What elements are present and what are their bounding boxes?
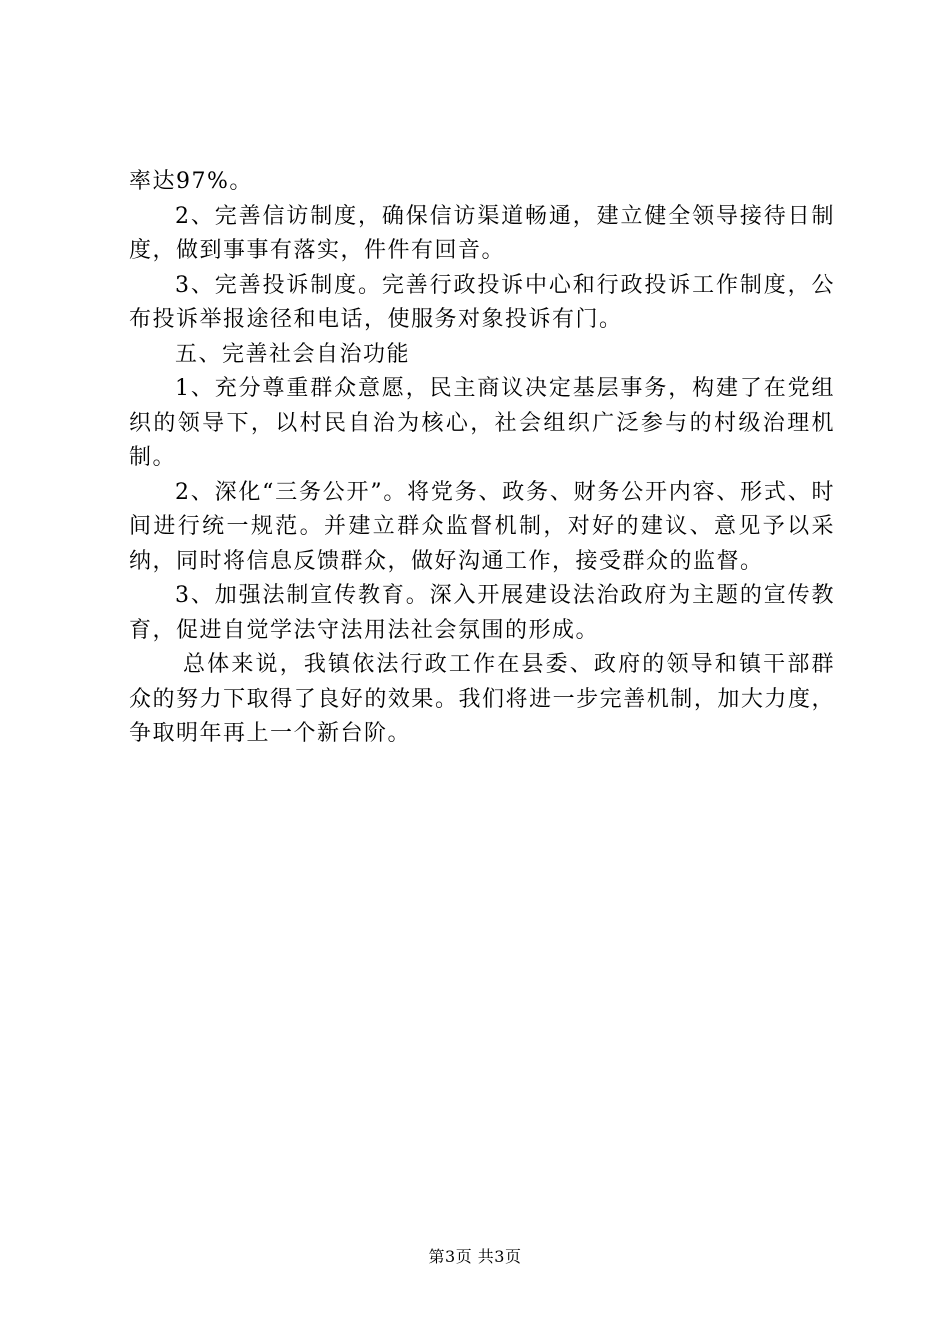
paragraph-summary: 总体来说，我镇依法行政工作在县委、政府的领导和镇干部群众的努力下取得了良好的效果。我们将进一步完善机制，加大力度，争取明年再上一个新台阶。 (129, 652, 835, 746)
paragraph-continuation: 率达97%。 (129, 169, 253, 194)
paragraph-legal-education: 3、加强法制宣传教育。深入开展建设法治政府为主题的宣传教育，促进自觉学法守法用法社会氛围的形成。 (129, 583, 835, 643)
paragraph-complaint-system: 3、完善投诉制度。完善行政投诉中心和行政投诉工作制度，公布投诉举报途径和电话，使服务对象投诉有门。 (129, 272, 835, 332)
page-number-footer: 第3页 共3页 (428, 1247, 522, 1266)
section-heading-self-governance: 五、完善社会自治功能 (175, 341, 411, 367)
paragraph-petition-system: 2、完善信访制度，确保信访渠道畅通，建立健全领导接待日制度，做到事事有落实，件件有回音。 (129, 203, 835, 263)
paragraph-three-affairs-disclosure: 2、深化“三务公开”。将党务、政务、财务公开内容、形式、时间进行统一规范。并建立群众监督机制，对好的建议、意见予以采纳，同时将信息反馈群众，做好沟通工作，接受群众的监督。 (129, 479, 835, 574)
paragraph-respect-public-will: 1、充分尊重群众意愿，民主商议决定基层事务，构建了在党组织的领导下，以村民自治为核心，社会组织广泛参与的村级治理机制。 (129, 376, 835, 470)
document-body (129, 165, 835, 752)
